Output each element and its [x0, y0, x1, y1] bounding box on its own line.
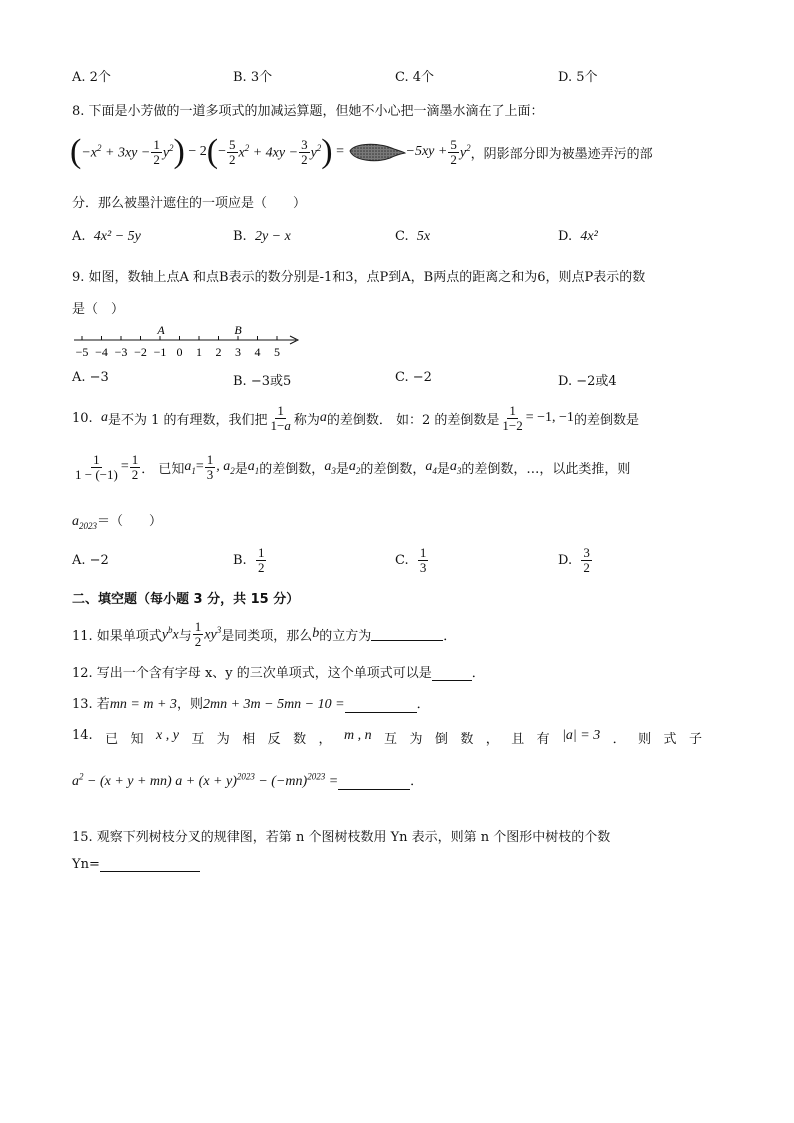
- number-line-label: −2: [134, 345, 147, 359]
- q14-token: |a| = 3: [562, 728, 601, 743]
- q14-token: 子: [688, 732, 702, 747]
- q10-option-c: C. $\frac{1}{3}$: [395, 544, 427, 575]
- q14-token: m , n: [343, 728, 372, 743]
- q14-token: 则: [638, 732, 652, 747]
- q14-token: 且: [511, 732, 525, 747]
- q14-token: x , y: [155, 728, 179, 743]
- number-line-point-a: A: [157, 323, 165, 337]
- q9-option-d: D. −2或4: [558, 374, 617, 389]
- q15-answer: Yn=: [72, 857, 200, 872]
- q15-answer-blank[interactable]: [100, 859, 200, 872]
- q8-stem: 8. 下面是小芳做的一道多项式的加减运算题，但她不小心把一滴墨水滴在了上面：: [72, 104, 544, 119]
- q10-option-a: A. −2: [72, 553, 109, 568]
- q14-token: 反: [267, 732, 281, 747]
- q10-line3: $a_{2023}=$（ ）: [72, 514, 163, 531]
- q14-token: 有: [536, 732, 550, 747]
- q13: 13. 若mn = m + 3，则2mn + 3m − 5mn − 10 = ．: [72, 697, 430, 712]
- q14-token: 数: [460, 732, 474, 747]
- q12: 12. 写出一个含有字母 x、y 的三次单项式，这个单项式可以是 ．: [72, 666, 485, 681]
- q10-option-d: D. $\frac{3}{2}$: [558, 544, 590, 575]
- q8-expression: ( $-x^2 + 3xy$ − $\frac{1}{2}$ $y^2$ ) − 2 ( − $\frac{5}{2}$ $x^2 + 4xy$ − $\frac{3}{2}$ $y^2$ ) = −5xy + $\frac{5}{2}$ $y^2$ ，阴影部分即为被墨迹弄污的部: [70, 133, 653, 170]
- q14-token: 为: [216, 732, 230, 747]
- section2-title: 二、填空题（每小题 3 分，共 15 分）: [72, 592, 300, 607]
- ink-blot-icon: [348, 141, 406, 163]
- q10-line2: $\frac{1}{1 - (-1)}$ = $\frac{1}{2}$ ． 已知 $a_1$ = $\frac{1}{3}$ , $a_2$ 是 $a_1$ 的差倒数， $a_3$ 是 $a_2$ 的差倒数， $a_4$ 是 $a_3$ 的差倒数，…，以此类推，则: [75, 451, 631, 482]
- number-line-label: 1: [196, 345, 202, 359]
- q14-line2: $a^2 - (x + y + mn) a + (x + y)^{2023} - (-mn)^{2023}$ = ．: [72, 771, 424, 789]
- q14-answer-blank[interactable]: [338, 777, 410, 790]
- q7-option-c: C. 4个: [395, 70, 435, 85]
- q14-token: 数: [293, 732, 307, 747]
- number-line-label: 3: [235, 345, 241, 359]
- q13-answer-blank[interactable]: [345, 700, 417, 713]
- q8-option-b: B. 2y − x: [233, 229, 291, 244]
- q12-answer-blank[interactable]: [432, 668, 472, 681]
- q10-line1: 10. a 是不为 1 的有理数，我们把 $\frac{1}{1-a}$ 称为 a 的差倒数． 如：2 的差倒数是 $\frac{1}{1-2}$ = −1, −1 的差倒数是: [72, 402, 639, 433]
- q8-stem2: 分．那么被墨汁遮住的一项应是（ ）: [72, 196, 307, 211]
- number-line-label: 4: [254, 345, 261, 359]
- q11-answer-blank[interactable]: [371, 628, 443, 641]
- q8-option-c: C. 5x: [395, 229, 431, 244]
- number-line-label: −1: [153, 345, 167, 359]
- number-line-label: −3: [114, 345, 128, 359]
- number-line-point-b: B: [234, 323, 242, 337]
- q14-token: ，: [318, 732, 332, 747]
- number-line-label: 2: [215, 345, 222, 359]
- q14-token: ．: [612, 732, 626, 747]
- q8-option-a: A. 4x² − 5y: [72, 229, 141, 244]
- q7-option-b: B. 3个: [233, 70, 273, 85]
- q9-stem: 9. 如图，数轴上点A 和点B表示的数分别是-1和3，点P到A，B两点的距离之和为6，则点P表示的数: [72, 270, 646, 285]
- q14-token: 知: [130, 732, 144, 747]
- q7-option-d: D. 5个: [558, 70, 598, 85]
- q14-token: 为: [409, 732, 423, 747]
- q14-token: 14.: [72, 728, 93, 743]
- q9-option-a: A. −3: [72, 370, 109, 385]
- q9-option-c: C. −2: [395, 370, 432, 385]
- q14-token: 式: [663, 732, 677, 747]
- q15-stem: 15. 观察下列树枝分叉的规律图，若第 n 个图树枝数用 Yn 表示，则第 n 个图形中树枝的个数: [72, 830, 611, 845]
- q14-token: ，: [485, 732, 499, 747]
- q14-token: 已: [105, 732, 119, 747]
- q11: 11. 如果单项式 $y^bx$ 与 $\frac{1}{2}$ $xy^3$ 是同类项，那么 b 的立方为 ．: [72, 618, 457, 649]
- number-line-label: −4: [95, 345, 108, 359]
- q8-tail: ，阴影部分即为被墨迹弄污的部: [470, 146, 653, 162]
- q14-token: 互: [191, 732, 205, 747]
- number-line-label: −5: [75, 345, 89, 359]
- q10-option-b: B. $\frac{1}{2}$: [233, 544, 265, 575]
- number-line-label: 0: [176, 345, 183, 359]
- q14-line1: [72, 728, 702, 747]
- q14-token: 倒: [434, 732, 448, 747]
- q9-stem2: 是（ ）: [72, 302, 125, 317]
- q9-option-b: B. −3或5: [233, 374, 292, 389]
- q14-token: 相: [242, 732, 256, 747]
- q8-option-d: D. 4x²: [558, 229, 598, 244]
- number-line: [70, 320, 310, 362]
- q7-option-a: A. 2个: [72, 70, 111, 85]
- number-line-label: 5: [274, 345, 280, 359]
- q14-token: 互: [384, 732, 398, 747]
